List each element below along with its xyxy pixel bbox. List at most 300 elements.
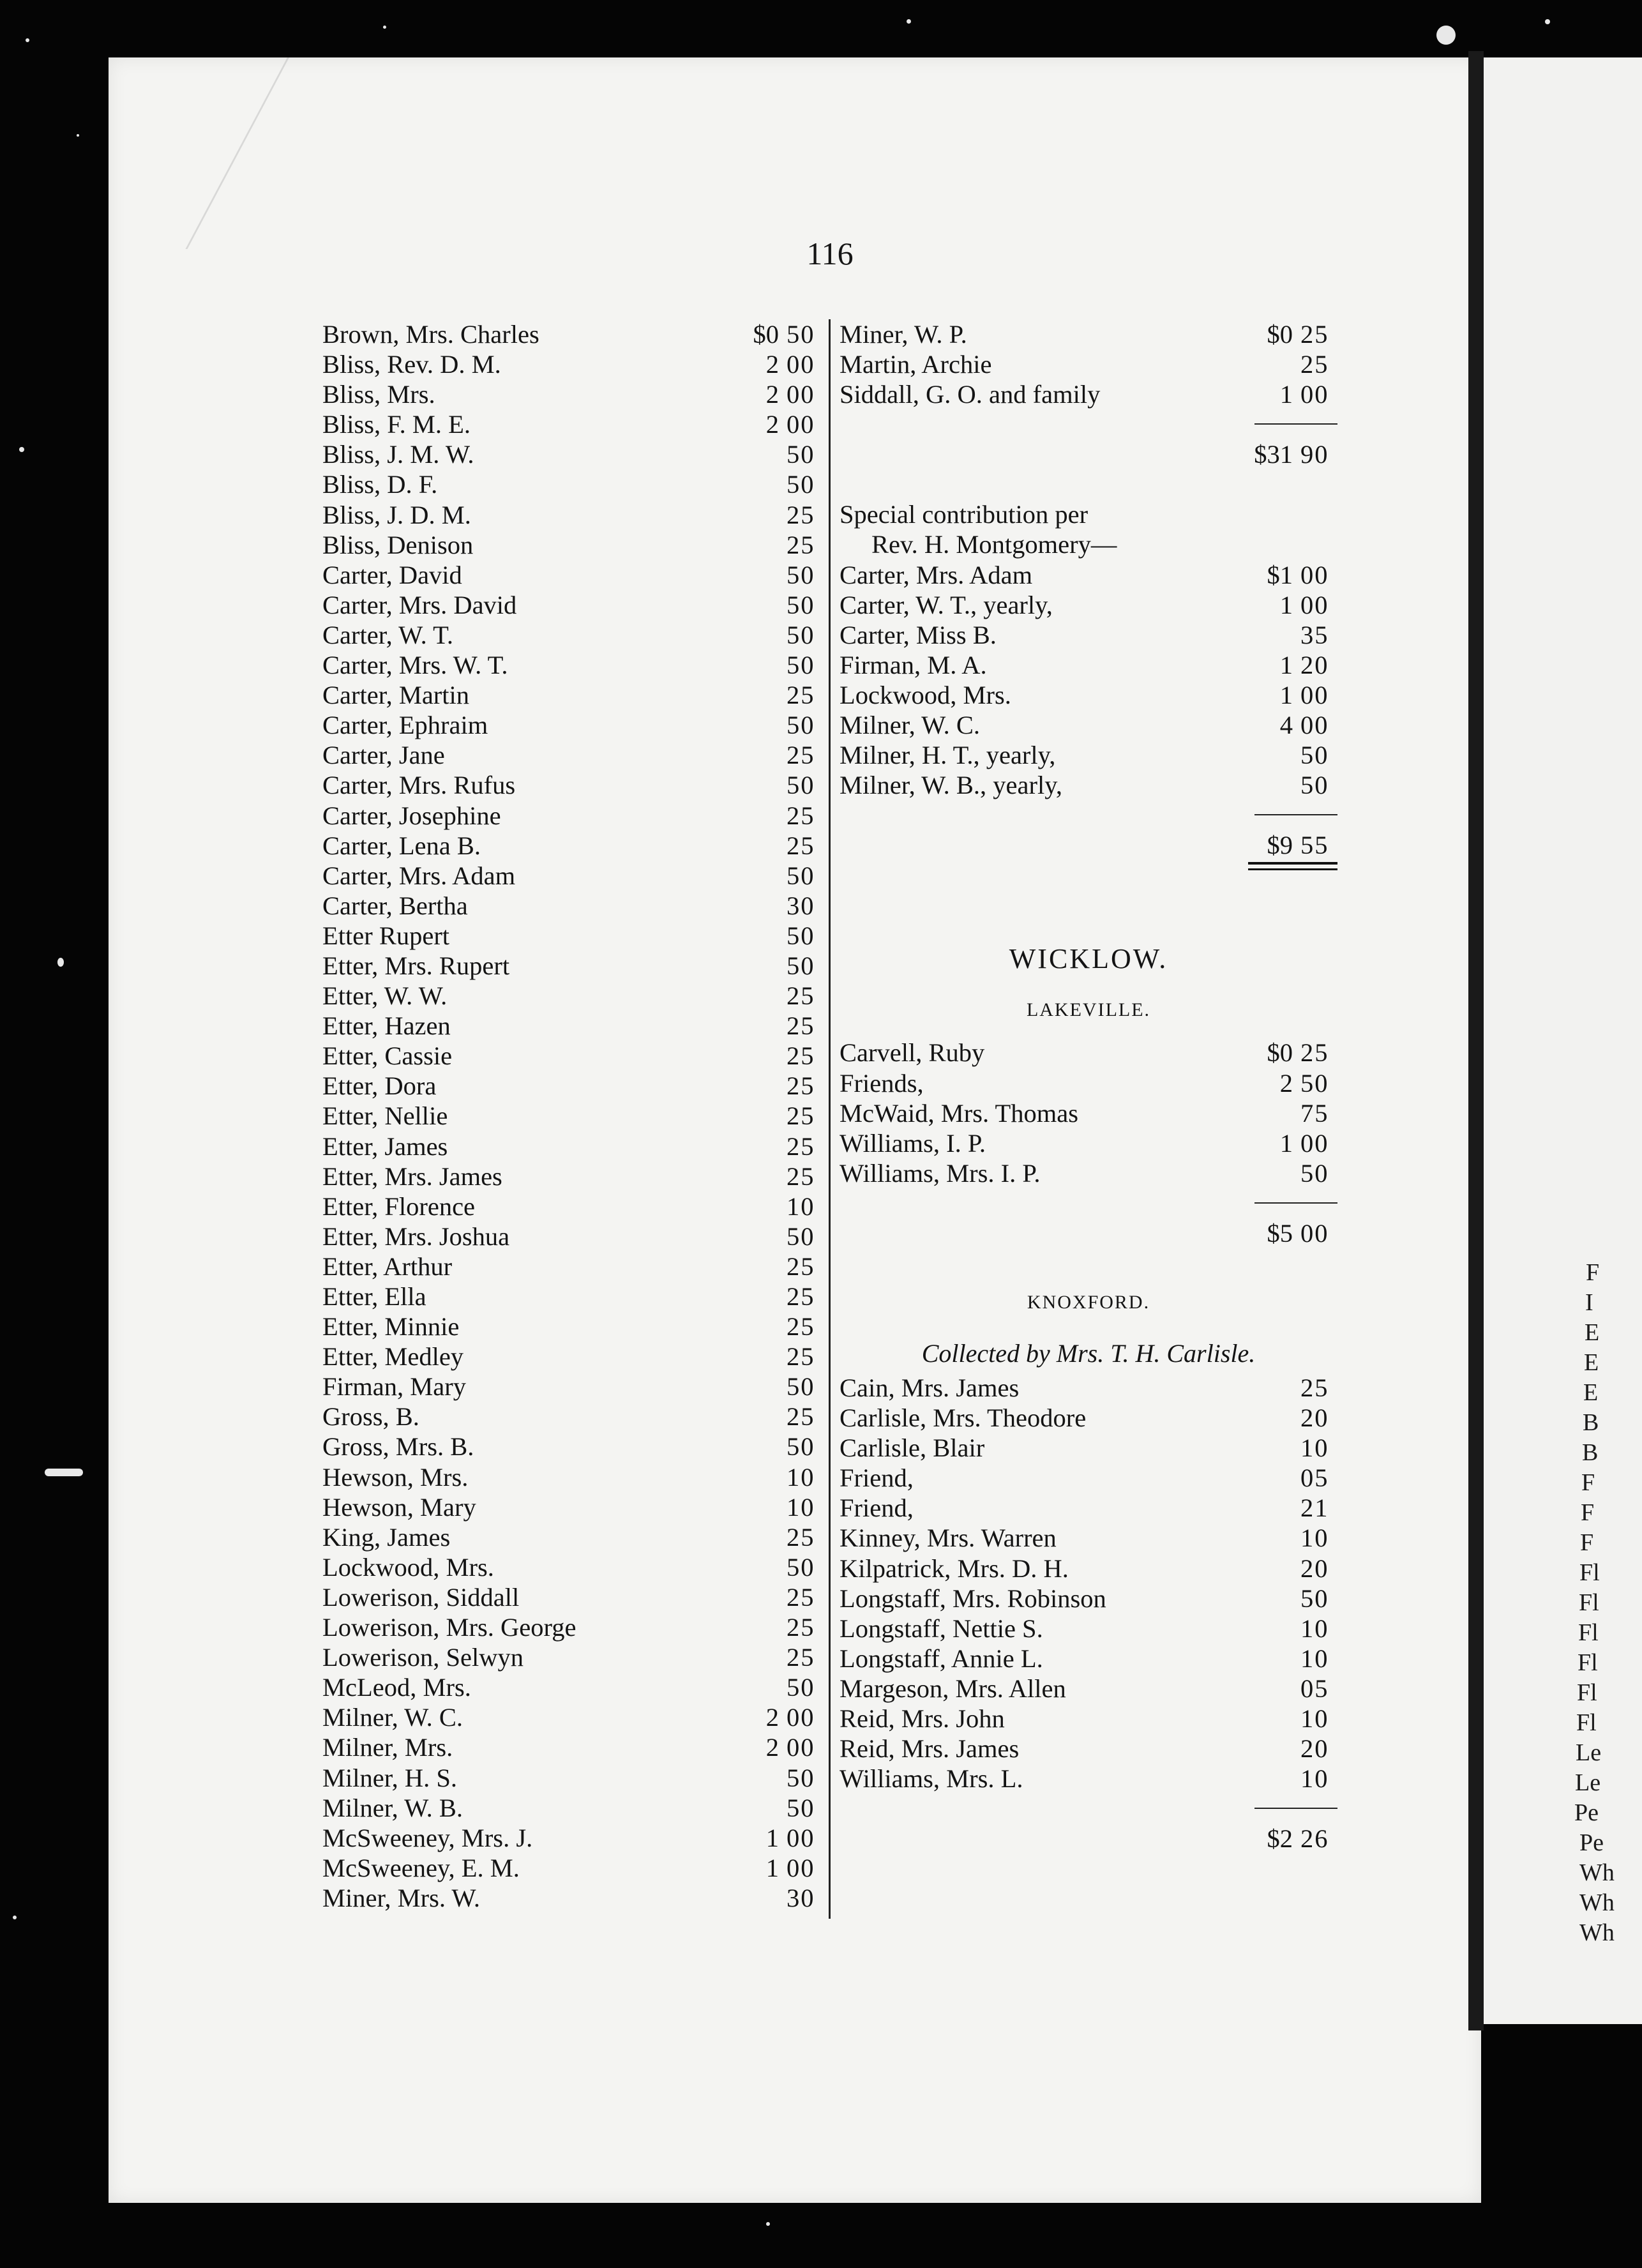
contributor-name: Carlisle, Mrs. Theodore (840, 1403, 1087, 1433)
ledger-entry (322, 891, 824, 921)
ledger-entry (322, 831, 824, 861)
ledger-entry (322, 740, 824, 770)
contributor-name: Milner, H. T., yearly, (840, 741, 1056, 770)
amount-dollars: 2 (765, 410, 779, 439)
sum-rule (840, 800, 1337, 830)
amount-cents: 50 (787, 1673, 815, 1702)
amount-cents: 25 (787, 1312, 815, 1342)
amount-cents: 25 (787, 741, 815, 770)
contributor-name: Carter, Mrs. Rufus (322, 771, 516, 800)
contributor-name: Etter, Medley (322, 1342, 464, 1372)
ledger-entry (840, 349, 1337, 379)
ledger-entry (322, 1071, 824, 1101)
ledger-entry (840, 1644, 1337, 1674)
amount-dollars: 1 (1279, 380, 1293, 409)
spacer (840, 873, 1337, 940)
ledger-entry (322, 1853, 824, 1883)
amount-cents: 50 (787, 951, 815, 980)
next-page-text-fragment: Fl (1577, 1679, 1597, 1706)
ledger-entry (322, 1883, 824, 1913)
subsection-heading: LAKEVILLE. (1026, 999, 1151, 1021)
special-heading (840, 529, 1337, 559)
next-page-text-fragment: B (1582, 1439, 1599, 1466)
amount-cents: 00 (1300, 560, 1329, 589)
amount-cents: 50 (787, 590, 815, 619)
amount-cents: 25 (787, 1011, 815, 1041)
special-heading-line: Special contribution per (840, 500, 1088, 529)
next-page-text-fragment: Le (1575, 1769, 1601, 1796)
amount-cents: 25 (787, 500, 815, 529)
amount-cents: 50 (787, 711, 815, 740)
contributor-name: Gross, B. (322, 1402, 419, 1432)
ledger-entry (840, 1403, 1337, 1433)
next-page-text-fragment: E (1584, 1349, 1599, 1376)
amount-cents: 25 (787, 1131, 815, 1161)
amount-cents: 00 (787, 1853, 815, 1882)
next-page-text-fragment: Wh (1579, 1889, 1615, 1916)
contributor-name: Kinney, Mrs. Warren (840, 1523, 1057, 1553)
ledger-entry (840, 740, 1337, 770)
contributor-name: Etter, Ella (322, 1282, 426, 1311)
page-number: 116 (806, 236, 854, 271)
ledger-entry (322, 379, 824, 409)
next-page-edge (1484, 57, 1642, 2024)
amount-dollars: $1 (1267, 560, 1293, 589)
ledger-entry (840, 1764, 1337, 1794)
contributor-name: Etter, Mrs. Joshua (322, 1221, 510, 1251)
amount-dollars: $0 (753, 320, 779, 349)
ledger-entry (322, 1552, 824, 1582)
contributor-name: Carter, Lena B. (322, 831, 481, 860)
contributor-name: Siddall, G. O. and family (840, 380, 1101, 409)
contributor-name: Cain, Mrs. James (840, 1373, 1020, 1402)
next-page-text-fragment: F (1581, 1469, 1595, 1496)
ledger-entry (322, 1221, 824, 1251)
next-page-text-fragment: Wh (1579, 1859, 1615, 1886)
contributor-name: Miner, Mrs. W. (322, 1883, 481, 1912)
sum-rule (840, 409, 1337, 439)
next-page-text-fragment: Wh (1579, 1919, 1615, 1946)
ledger-entry (322, 1462, 824, 1492)
ledger-entry (840, 710, 1337, 740)
contributor-name: Williams, I. P. (840, 1128, 986, 1158)
amount-dollars: $0 (1267, 1038, 1293, 1068)
next-page-text-fragment: E (1583, 1379, 1599, 1406)
contributor-name: Etter, Hazen (322, 1011, 451, 1041)
amount-cents: 50 (787, 651, 815, 680)
amount-cents: 25 (787, 981, 815, 1011)
amount-cents: 30 (787, 891, 815, 920)
amount-cents: 00 (1300, 590, 1329, 619)
ledger-entry (322, 770, 824, 800)
ledger-entry (322, 469, 824, 499)
contributor-name: Hewson, Mary (322, 1492, 476, 1522)
ledger-entry (840, 770, 1337, 800)
contributor-name: Carter, David (322, 560, 462, 589)
ledger-entry (322, 1342, 824, 1372)
ledger-entry (322, 1191, 824, 1221)
ledger-entry (322, 861, 824, 891)
contributor-name: Lockwood, Mrs. (840, 680, 1011, 709)
next-page-text-fragment: F (1581, 1499, 1595, 1526)
contributor-name: Longstaff, Mrs. Robinson (840, 1584, 1106, 1613)
ledger-entry (322, 1522, 824, 1552)
ledger-entry (322, 1702, 824, 1732)
total-cents: 00 (1300, 1218, 1329, 1248)
amount-dollars: 2 (765, 380, 779, 409)
contributor-name: Etter, Minnie (322, 1312, 460, 1342)
ledger-entry (322, 1161, 824, 1191)
ledger-entry (322, 951, 824, 981)
amount-cents: 25 (787, 1342, 815, 1372)
ledger-entry (322, 620, 824, 650)
amount-cents: 25 (1300, 320, 1329, 349)
amount-cents: 00 (1300, 711, 1329, 740)
amount-cents: 35 (1300, 620, 1329, 649)
ledger-entry (322, 1402, 824, 1432)
amount-cents: 00 (787, 380, 815, 409)
contributor-name: Milner, W. B., yearly, (840, 771, 1062, 800)
contributor-name: Bliss, Denison (322, 530, 474, 559)
ledger-entry (322, 500, 824, 530)
amount-cents: 10 (787, 1191, 815, 1221)
next-page-text-fragment: Le (1576, 1739, 1602, 1766)
ledger-entry (322, 1612, 824, 1642)
amount-cents: 50 (787, 861, 815, 890)
ledger-entry (840, 1463, 1337, 1493)
contributor-name: Milner, Mrs. (322, 1733, 453, 1762)
contributor-name: Carter, Mrs. Adam (840, 560, 1033, 589)
ledger-entry (322, 590, 824, 620)
amount-cents: 00 (787, 1703, 815, 1732)
amount-cents: 00 (1300, 680, 1329, 709)
ledger-entry (322, 680, 824, 710)
book-spine (1468, 51, 1484, 2030)
amount-cents: 21 (1300, 1493, 1329, 1523)
ledger-entry (840, 590, 1337, 620)
contributor-name: Kilpatrick, Mrs. D. H. (840, 1554, 1069, 1583)
contributor-name: McWaid, Mrs. Thomas (840, 1098, 1078, 1128)
contributor-name: Firman, Mary (322, 1372, 466, 1402)
ledger-entry (840, 560, 1337, 590)
contributor-name: Carter, W. T., yearly, (840, 590, 1053, 619)
amount-cents: 50 (1300, 1068, 1329, 1098)
amount-cents: 50 (1300, 741, 1329, 770)
ledger-entry (840, 1038, 1337, 1068)
amount-cents: 00 (1300, 1128, 1329, 1158)
contributor-name: Lockwood, Mrs. (322, 1552, 494, 1582)
amount-dollars: 2 (765, 1703, 779, 1732)
next-page-text-fragment: E (1585, 1319, 1600, 1346)
contributor-name: Carter, Mrs. David (322, 590, 517, 619)
spacer (840, 978, 1337, 994)
amount-dollars: 1 (1279, 1128, 1293, 1158)
ledger-entry (322, 1312, 824, 1342)
ledger-entry (322, 1642, 824, 1672)
ledger-entry (840, 319, 1337, 349)
amount-cents: 25 (787, 1613, 815, 1642)
amount-cents: 25 (1300, 1373, 1329, 1402)
amount-cents: 25 (787, 681, 815, 710)
amount-dollars: 1 (765, 1853, 779, 1882)
contributor-name: Hewson, Mrs. (322, 1462, 469, 1492)
total-dollars: $5 (1267, 1218, 1293, 1248)
contributor-name: Carter, Bertha (322, 891, 468, 920)
contributor-name: Carter, Mrs. W. T. (322, 651, 508, 680)
amount-cents: 50 (787, 620, 815, 649)
ledger-entry (840, 1734, 1337, 1764)
contributor-name: Miner, W. P. (840, 320, 967, 349)
contributor-name: Carlisle, Blair (840, 1433, 985, 1463)
ledger-entry (322, 1281, 824, 1312)
spacer (840, 1319, 1337, 1334)
contributor-name: Etter, Nellie (322, 1101, 448, 1131)
left-column (322, 319, 824, 1913)
contributor-name: Bliss, Mrs. (322, 380, 435, 409)
ledger-entry (322, 439, 824, 469)
right-column (840, 319, 1337, 1854)
ledger-entry (840, 1158, 1337, 1188)
amount-cents: 25 (787, 1041, 815, 1071)
amount-cents: 25 (787, 1522, 815, 1552)
subsection-heading: KNOXFORD. (1027, 1291, 1150, 1313)
ledger-entry (322, 349, 824, 379)
next-page-text-fragment: Pe (1579, 1829, 1604, 1856)
ledger-entry (322, 1492, 824, 1522)
next-page-text-fragment: Fl (1578, 1649, 1598, 1676)
amount-cents: 05 (1300, 1674, 1329, 1703)
total-row (840, 1218, 1337, 1248)
total-dollars: $2 (1267, 1824, 1293, 1854)
contributor-name: Friend, (840, 1493, 914, 1523)
contributor-name: Friends, (840, 1068, 924, 1098)
contributor-name: King, James (322, 1522, 451, 1552)
total-cents: 90 (1300, 440, 1329, 469)
contributor-name: Bliss, Rev. D. M. (322, 350, 501, 379)
ledger-entry (322, 1251, 824, 1281)
contributor-name: Martin, Archie (840, 350, 992, 379)
contributor-name: Carter, W. T. (322, 620, 453, 649)
amount-cents: 50 (787, 560, 815, 589)
amount-cents: 00 (787, 1823, 815, 1852)
amount-cents: 10 (1300, 1764, 1329, 1794)
double-rule (840, 860, 1337, 873)
total-row (840, 439, 1337, 469)
amount-dollars: 2 (765, 350, 779, 379)
amount-cents: 10 (1300, 1523, 1329, 1553)
amount-cents: 50 (787, 470, 815, 499)
spacer (840, 1248, 1337, 1287)
amount-dollars: 4 (1279, 711, 1293, 740)
contributor-name: Carter, Jane (322, 741, 445, 770)
contributor-name: Etter, Dora (322, 1071, 437, 1101)
amount-cents: 25 (787, 801, 815, 830)
amount-cents: 50 (787, 1221, 815, 1251)
ledger-entry (322, 801, 824, 831)
amount-dollars: 1 (1279, 650, 1293, 679)
ledger-entry (322, 921, 824, 951)
contributor-name: Etter, Arthur (322, 1251, 453, 1281)
contributor-name: McLeod, Mrs. (322, 1673, 471, 1702)
amount-cents: 10 (1300, 1614, 1329, 1643)
contributor-name: Etter, James (322, 1131, 448, 1161)
ledger-entry (840, 650, 1337, 680)
amount-cents: 25 (787, 1282, 815, 1311)
amount-cents: 20 (1300, 1734, 1329, 1764)
ledger-entry (840, 379, 1337, 409)
ledger-entry (322, 650, 824, 680)
ledger-entry (840, 1128, 1337, 1158)
ledger-entry (840, 680, 1337, 710)
amount-cents: 25 (787, 530, 815, 559)
amount-cents: 20 (1300, 1554, 1329, 1583)
amount-dollars: $0 (1267, 320, 1293, 349)
special-heading-line: Rev. H. Montgomery— (871, 530, 1117, 559)
amount-cents: 20 (1300, 1403, 1329, 1433)
amount-cents: 50 (787, 1372, 815, 1402)
next-page-text-fragment: I (1585, 1289, 1593, 1316)
amount-cents: 25 (787, 831, 815, 860)
section-heading: WICKLOW. (1009, 943, 1168, 975)
total-row (840, 830, 1337, 860)
ledger-entry (840, 1493, 1337, 1523)
amount-dollars: 2 (1279, 1068, 1293, 1098)
contributor-name: Bliss, D. F. (322, 470, 438, 499)
amount-cents: 25 (787, 1643, 815, 1672)
ledger-entry (322, 1372, 824, 1402)
next-page-text-fragment: Fl (1576, 1709, 1597, 1736)
amount-cents: 50 (1300, 1158, 1329, 1188)
amount-cents: 00 (1300, 380, 1329, 409)
contributor-name: Reid, Mrs. James (840, 1734, 1020, 1764)
amount-dollars: 1 (1279, 680, 1293, 709)
ledger-entry (840, 1098, 1337, 1128)
contributor-name: Etter, Cassie (322, 1041, 453, 1071)
contributor-name: Milner, W. B. (322, 1793, 463, 1822)
amount-cents: 10 (1300, 1704, 1329, 1733)
ledger-entry (840, 1523, 1337, 1553)
amount-dollars: 2 (765, 1733, 779, 1762)
ledger-entry (322, 319, 824, 349)
amount-cents: 50 (1300, 1584, 1329, 1613)
contributor-name: Bliss, J. D. M. (322, 500, 471, 529)
amount-cents: 25 (787, 1101, 815, 1131)
amount-cents: 10 (787, 1492, 815, 1522)
spacer (840, 469, 1337, 499)
amount-cents: 25 (787, 1582, 815, 1612)
contributor-name: Carvell, Ruby (840, 1038, 985, 1068)
amount-cents: 50 (787, 1793, 815, 1822)
ledger-entry (840, 1704, 1337, 1734)
amount-cents: 25 (787, 1402, 815, 1432)
amount-cents: 10 (787, 1462, 815, 1492)
contributor-name: McSweeney, Mrs. J. (322, 1823, 533, 1852)
spacer (840, 1026, 1337, 1038)
column-divider (829, 319, 831, 1919)
contributor-name: Carter, Josephine (322, 801, 501, 830)
contributor-name: Lowerison, Selwyn (322, 1643, 523, 1672)
ledger-entry (322, 1793, 824, 1823)
amount-cents: 10 (1300, 1644, 1329, 1673)
ledger-entry (322, 1582, 824, 1612)
total-dollars: $9 (1267, 831, 1293, 860)
contributor-name: Longstaff, Annie L. (840, 1644, 1043, 1673)
contributor-name: Firman, M. A. (840, 650, 987, 679)
next-page-text-fragment: Fl (1578, 1619, 1599, 1646)
amount-cents: 50 (787, 320, 815, 349)
contributor-name: Carter, Ephraim (322, 711, 488, 740)
ledger-entry (840, 1674, 1337, 1704)
ledger-entry (840, 1614, 1337, 1644)
ledger-entry (322, 1432, 824, 1462)
contributor-name: Carter, Martin (322, 681, 470, 710)
contributor-name: Williams, Mrs. I. P. (840, 1158, 1041, 1188)
contributor-name: Bliss, J. M. W. (322, 440, 474, 469)
contributor-name: Milner, W. C. (840, 711, 981, 740)
ledger-entry (840, 1068, 1337, 1098)
ledger-entry (322, 1131, 824, 1161)
contributor-name: Carter, Mrs. Adam (322, 861, 516, 890)
amount-cents: 25 (787, 1071, 815, 1101)
amount-cents: 50 (787, 1432, 815, 1462)
ledger-entry (322, 560, 824, 590)
special-heading (840, 499, 1337, 529)
ledger-entry (840, 1433, 1337, 1463)
amount-cents: 50 (787, 921, 815, 950)
ledger-entry (322, 1763, 824, 1793)
sum-rule (840, 1794, 1337, 1824)
amount-cents: 25 (787, 1161, 815, 1191)
ledger-entry (840, 1373, 1337, 1403)
ledger-entry (322, 1672, 824, 1702)
contributor-name: Bliss, F. M. E. (322, 410, 471, 439)
amount-dollars: 1 (1279, 590, 1293, 619)
contributor-name: Reid, Mrs. John (840, 1704, 1005, 1733)
ledger-entry (322, 1041, 824, 1071)
amount-cents: 50 (787, 440, 815, 469)
contributor-name: Lowerison, Siddall (322, 1582, 520, 1612)
ledger-entry (322, 1823, 824, 1853)
total-dollars: $31 (1254, 440, 1293, 469)
amount-dollars: 1 (765, 1823, 779, 1852)
amount-cents: 25 (787, 1251, 815, 1281)
total-cents: 26 (1300, 1824, 1329, 1854)
amount-cents: 20 (1300, 650, 1329, 679)
collector-note: Collected by Mrs. T. H. Carlisle. (921, 1338, 1256, 1368)
contributor-name: Carter, Miss B. (840, 620, 997, 649)
ledger-entry (840, 620, 1337, 650)
contributor-name: Etter, Mrs. James (322, 1161, 502, 1191)
next-page-text-fragment: Pe (1574, 1799, 1599, 1826)
ledger-entry (322, 409, 824, 439)
total-row (840, 1824, 1337, 1854)
next-page-text-fragment: B (1583, 1409, 1599, 1436)
ledger-entry (322, 1732, 824, 1762)
amount-cents: 00 (787, 1733, 815, 1762)
ledger-entry (322, 710, 824, 740)
contributor-name: Margeson, Mrs. Allen (840, 1674, 1066, 1703)
contributor-name: Etter, Mrs. Rupert (322, 951, 510, 980)
next-page-text-fragment: Fl (1579, 1589, 1599, 1616)
amount-cents: 30 (787, 1883, 815, 1912)
amount-cents: 00 (787, 410, 815, 439)
contributor-name: Williams, Mrs. L. (840, 1764, 1023, 1794)
contributor-name: Friend, (840, 1463, 914, 1493)
next-page-text-fragment: Fl (1579, 1559, 1600, 1586)
contributor-name: Brown, Mrs. Charles (322, 320, 539, 349)
ledger-entry (840, 1554, 1337, 1584)
amount-cents: 75 (1300, 1098, 1329, 1128)
